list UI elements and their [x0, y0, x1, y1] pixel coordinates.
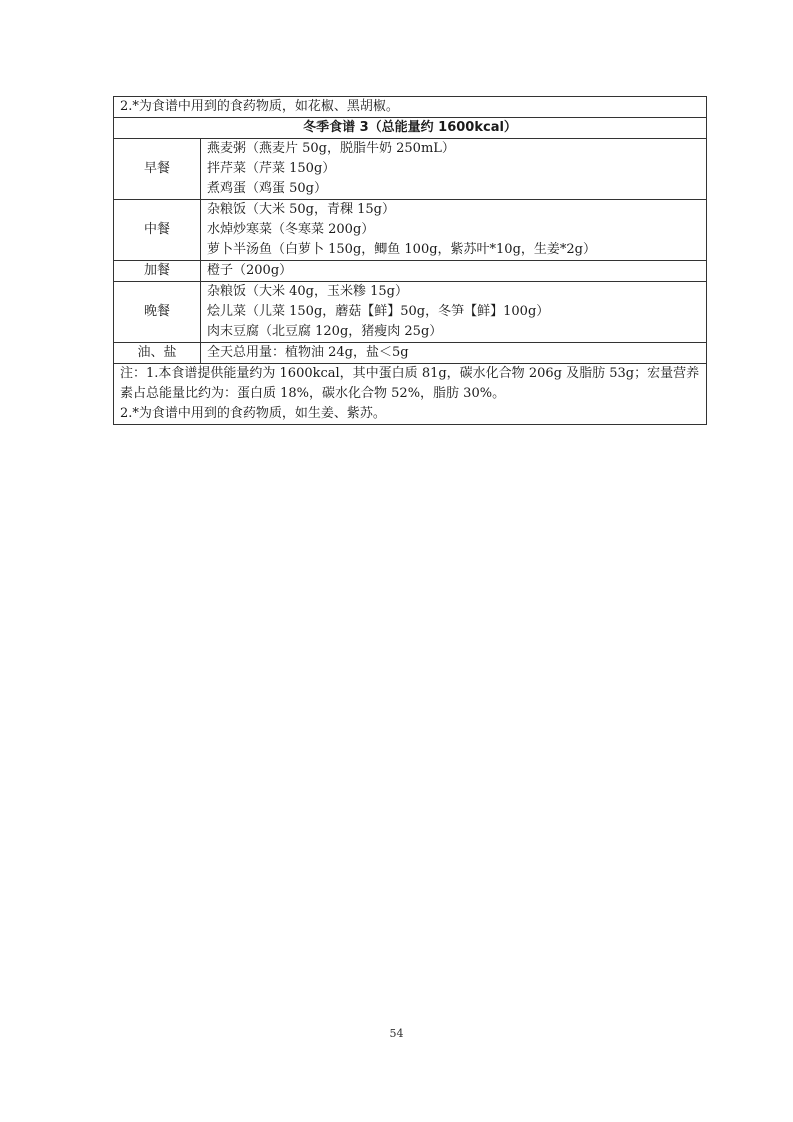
- meal-row-dinner: [114, 282, 707, 343]
- meal-items: [201, 261, 707, 282]
- meal-item: 萝卜半汤鱼（白萝卜 150g，鲫鱼 100g，紫苏叶*10g，生姜*2g）: [207, 242, 596, 257]
- meal-items: [201, 343, 707, 364]
- meal-row-lunch: [114, 200, 707, 261]
- meal-item: 杂粮饭（大米 50g，青稞 15g）: [207, 202, 395, 217]
- recipe-table: [113, 96, 707, 425]
- notes-row: [114, 364, 707, 425]
- meal-item: 杂粮饭（大米 40g，玉米糁 15g）: [207, 284, 408, 299]
- meal-name: 晚餐: [114, 282, 201, 343]
- meal-name: 油、盐: [114, 343, 201, 364]
- meal-item: 拌芹菜（芹菜 150g）: [207, 161, 336, 176]
- meal-item: 橙子（200g）: [207, 263, 293, 278]
- meal-row-breakfast: [114, 139, 707, 200]
- note-line: 2.*为食谱中用到的食药物质，如生姜、紫苏。: [120, 406, 386, 421]
- meal-item: 烩儿菜（儿菜 150g，蘑菇【鲜】50g，冬笋【鲜】100g）: [207, 304, 550, 319]
- meal-row-snack: [114, 261, 707, 282]
- meal-item: 肉末豆腐（北豆腐 120g，猪瘦肉 25g）: [207, 324, 443, 339]
- top-note: 2.*为食谱中用到的食药物质，如花椒、黑胡椒。: [114, 97, 707, 118]
- title-row: [114, 118, 707, 139]
- meal-name: 加餐: [114, 261, 201, 282]
- meal-item: 燕麦粥（燕麦片 50g，脱脂牛奶 250mL）: [207, 141, 455, 156]
- meal-row-oil-salt: [114, 343, 707, 364]
- recipe-title: 冬季食谱 3（总能量约 1600kcal）: [114, 118, 707, 139]
- meal-items: [201, 139, 707, 200]
- meal-name: 早餐: [114, 139, 201, 200]
- meal-item: 煮鸡蛋（鸡蛋 50g）: [207, 181, 327, 196]
- notes: [114, 364, 707, 425]
- meal-items: [201, 282, 707, 343]
- page-number: 54: [389, 1027, 404, 1040]
- note-line: 注：1.本食谱提供能量约为 1600kcal，其中蛋白质 81g，碳水化合物 206g 及脂肪 53g；宏量营养素占总能量比约为：蛋白质 18%，碳水化合物 52%，脂肪 30%。: [120, 366, 700, 401]
- meal-item: 全天总用量：植物油 24g，盐＜5g: [207, 345, 409, 360]
- meal-items: [201, 200, 707, 261]
- meal-item: 水焯炒寒菜（冬寒菜 200g）: [207, 222, 375, 237]
- meal-name: 中餐: [114, 200, 201, 261]
- top-note-row: [114, 97, 707, 118]
